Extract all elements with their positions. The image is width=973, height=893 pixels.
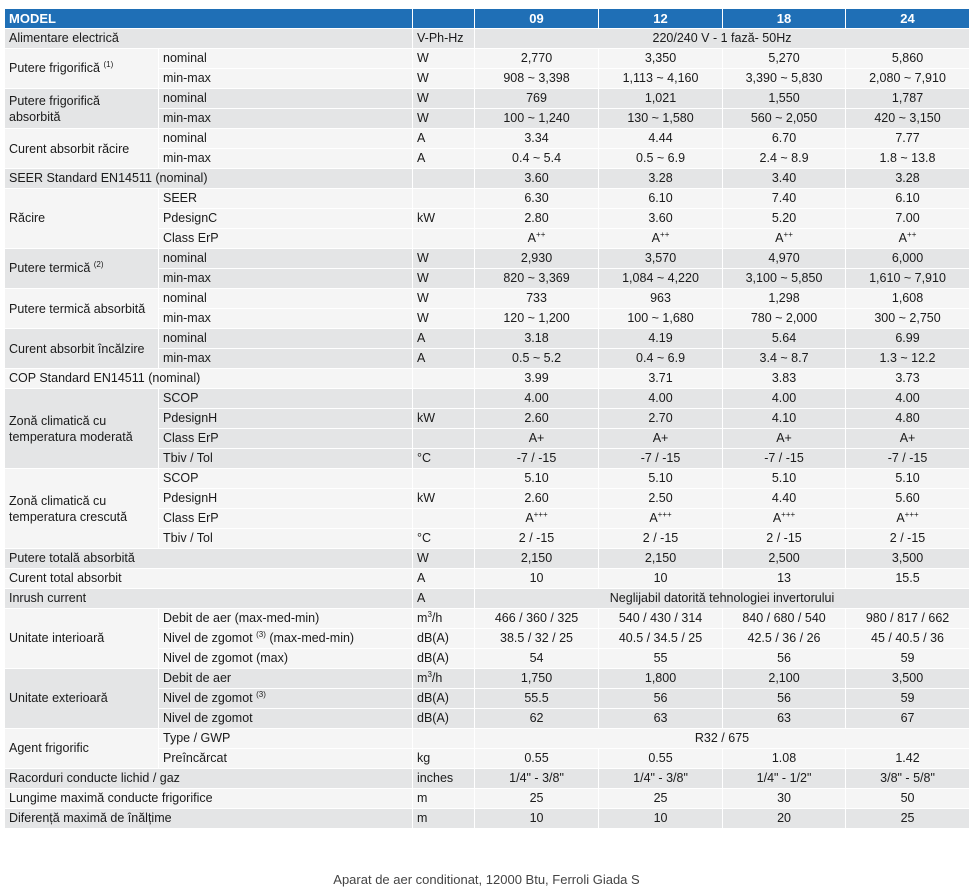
cell: 2 / -15: [723, 529, 846, 549]
sub-label: Debit de aer (max-med-min): [159, 609, 413, 629]
cell: 45 / 40.5 / 36: [846, 629, 970, 649]
cell: 0.55: [475, 749, 599, 769]
cell: 6.10: [599, 189, 723, 209]
cell: 963: [599, 289, 723, 309]
row-lungime: [5, 789, 970, 809]
cell: 25: [475, 789, 599, 809]
cell: 2 / -15: [846, 529, 970, 549]
unit: A: [413, 149, 475, 169]
sub-label: min-max: [159, 309, 413, 329]
cell: 20: [723, 809, 846, 829]
sub-label: min-max: [159, 269, 413, 289]
cell: 1,084 ~ 4,220: [599, 269, 723, 289]
unit: °C: [413, 449, 475, 469]
unit: W: [413, 89, 475, 109]
unit: [413, 229, 475, 249]
cell: 55: [599, 649, 723, 669]
unit: $m^3/h$: [413, 669, 475, 689]
row-racire-seer: [5, 189, 970, 209]
cell: 3,350: [599, 49, 723, 69]
unit: A: [413, 129, 475, 149]
sub-label: min-max: [159, 69, 413, 89]
sub-label: SCOP: [159, 469, 413, 489]
unit: [413, 169, 475, 189]
cell: 2.80: [475, 209, 599, 229]
cell: 5,270: [723, 49, 846, 69]
cell: 4.19: [599, 329, 723, 349]
cell: 820 ~ 3,369: [475, 269, 599, 289]
cell: 1/4" - 3/8": [475, 769, 599, 789]
cell: 4.80: [846, 409, 970, 429]
cell: 2.4 ~ 8.9: [723, 149, 846, 169]
cell: 4.00: [599, 389, 723, 409]
cell: 2 / -15: [599, 529, 723, 549]
unit: W: [413, 289, 475, 309]
cell: 2.70: [599, 409, 723, 429]
group-label: Curent absorbit răcire: [5, 129, 159, 169]
sub-label: min-max: [159, 149, 413, 169]
sub-label: Nivel de zgomot $^{(3)}$: [159, 689, 413, 709]
cell: 3,500: [846, 669, 970, 689]
sub-label: Debit de aer: [159, 669, 413, 689]
spec-table: [4, 8, 970, 829]
cell: 56: [723, 689, 846, 709]
cell: 13: [723, 569, 846, 589]
cell: 2.60: [475, 489, 599, 509]
unit: [413, 509, 475, 529]
cell: A+: [599, 429, 723, 449]
cell: 10: [475, 809, 599, 829]
cell: 120 ~ 1,200: [475, 309, 599, 329]
sub-label: SEER: [159, 189, 413, 209]
sub-label: Tbiv / Tol: [159, 449, 413, 469]
header-unit: [413, 9, 475, 29]
row-alimentare: [5, 29, 970, 49]
unit: [413, 429, 475, 449]
cell: 1,750: [475, 669, 599, 689]
row-unitate-ext-debit: [5, 669, 970, 689]
unit: V-Ph-Hz: [413, 29, 475, 49]
cell: 3,500: [846, 549, 970, 569]
unit: kW: [413, 489, 475, 509]
sub-label: Nivel de zgomot: [159, 709, 413, 729]
unit: kW: [413, 409, 475, 429]
cell: 908 ~ 3,398: [475, 69, 599, 89]
cell: 1,610 ~ 7,910: [846, 269, 970, 289]
unit: A: [413, 349, 475, 369]
label: SEER Standard EN14511 (nominal): [5, 169, 413, 189]
unit: [413, 189, 475, 209]
cell: 7.00: [846, 209, 970, 229]
cell: 5.64: [723, 329, 846, 349]
row-putere-totala: [5, 549, 970, 569]
cell: 4.40: [723, 489, 846, 509]
cell: 40.5 / 34.5 / 25: [599, 629, 723, 649]
unit: A: [413, 329, 475, 349]
cell: 300 ~ 2,750: [846, 309, 970, 329]
cell: 7.40: [723, 189, 846, 209]
cell: -7 / -15: [723, 449, 846, 469]
cell: 4.10: [723, 409, 846, 429]
group-label: Zonă climatică cu temperatura crescută: [5, 469, 159, 549]
cell: A+: [475, 429, 599, 449]
cell: A+++: [846, 509, 970, 529]
cell: 1/4" - 3/8": [599, 769, 723, 789]
sub-label: nominal: [159, 289, 413, 309]
header-row: [5, 9, 970, 29]
cell: 466 / 360 / 325: [475, 609, 599, 629]
cell: 2,770: [475, 49, 599, 69]
cell: 2,500: [723, 549, 846, 569]
cell: 55.5: [475, 689, 599, 709]
row-diferenta: [5, 809, 970, 829]
unit: inches: [413, 769, 475, 789]
sub-label: min-max: [159, 109, 413, 129]
cell: 0.4 ~ 5.4: [475, 149, 599, 169]
cell: 10: [475, 569, 599, 589]
group-label: Putere termică absorbită: [5, 289, 159, 329]
row-agent-type: [5, 729, 970, 749]
row-putere-term-nominal: [5, 249, 970, 269]
row-curent-total: [5, 569, 970, 589]
cell: 130 ~ 1,580: [599, 109, 723, 129]
row-inrush: [5, 589, 970, 609]
cell: 4.00: [723, 389, 846, 409]
label: Alimentare electrică: [5, 29, 413, 49]
cell: 100 ~ 1,680: [599, 309, 723, 329]
label: Curent total absorbit: [5, 569, 413, 589]
cell: 560 ~ 2,050: [723, 109, 846, 129]
group-label: Unitate interioară: [5, 609, 159, 669]
cell: 3.99: [475, 369, 599, 389]
cell: 3,100 ~ 5,850: [723, 269, 846, 289]
cell: 59: [846, 689, 970, 709]
group-label: Răcire: [5, 189, 159, 249]
unit: [413, 369, 475, 389]
cell: 4.00: [846, 389, 970, 409]
cell: 3.4 ~ 8.7: [723, 349, 846, 369]
group-label: Curent absorbit încălzire: [5, 329, 159, 369]
cell: 3,390 ~ 5,830: [723, 69, 846, 89]
unit: A: [413, 569, 475, 589]
unit: dB(A): [413, 689, 475, 709]
unit: m: [413, 789, 475, 809]
cell: 15.5: [846, 569, 970, 589]
unit: [413, 729, 475, 749]
image-caption: Aparat de aer conditionat, 12000 Btu, Ferroli Giada S: [333, 872, 640, 887]
cell: 59: [846, 649, 970, 669]
cell: 4,970: [723, 249, 846, 269]
group-label: Agent frigorific: [5, 729, 159, 769]
cell: 0.4 ~ 6.9: [599, 349, 723, 369]
unit: dB(A): [413, 649, 475, 669]
row-putere-frig-nominal: [5, 49, 970, 69]
cell: 3.73: [846, 369, 970, 389]
unit: [413, 389, 475, 409]
cell: 1,550: [723, 89, 846, 109]
unit: $m^3/h$: [413, 609, 475, 629]
cell: 3.34: [475, 129, 599, 149]
cell: 980 / 817 / 662: [846, 609, 970, 629]
cell: 3.60: [599, 209, 723, 229]
cell: 100 ~ 1,240: [475, 109, 599, 129]
sub-label: Class ErP: [159, 509, 413, 529]
cell: 1,608: [846, 289, 970, 309]
row-curent-racire-nominal: [5, 129, 970, 149]
cell: 1.08: [723, 749, 846, 769]
cell: 56: [599, 689, 723, 709]
cell: 2,930: [475, 249, 599, 269]
cell: 3.28: [846, 169, 970, 189]
row-zona-moderata-scop: [5, 389, 970, 409]
sub-label: PdesignH: [159, 409, 413, 429]
group-label: Putere frigorifică $^{(1)}$: [5, 49, 159, 89]
cell: 0.55: [599, 749, 723, 769]
value: 220/240 V - 1 fază- 50Hz: [475, 29, 970, 49]
cell: 3.40: [723, 169, 846, 189]
row-cop-standard: [5, 369, 970, 389]
row-putere-frig-abs-nominal: [5, 89, 970, 109]
cell: A+++: [723, 509, 846, 529]
cell: 780 ~ 2,000: [723, 309, 846, 329]
cell: 25: [846, 809, 970, 829]
cell: 4.00: [475, 389, 599, 409]
sub-label: PdesignC: [159, 209, 413, 229]
cell: 540 / 430 / 314: [599, 609, 723, 629]
cell: 38.5 / 32 / 25: [475, 629, 599, 649]
unit: W: [413, 69, 475, 89]
sub-label: SCOP: [159, 389, 413, 409]
cell: 54: [475, 649, 599, 669]
sub-label: Class ErP: [159, 229, 413, 249]
cell: 1,800: [599, 669, 723, 689]
unit: kW: [413, 209, 475, 229]
header-col-18: 18: [723, 9, 846, 29]
cell: 1,787: [846, 89, 970, 109]
cell: 3/8" - 5/8": [846, 769, 970, 789]
sub-label: PdesignH: [159, 489, 413, 509]
cell: A+: [846, 429, 970, 449]
cell: 7.77: [846, 129, 970, 149]
cell: 10: [599, 569, 723, 589]
cell: 3.83: [723, 369, 846, 389]
cell: 0.5 ~ 5.2: [475, 349, 599, 369]
cell: A+: [723, 429, 846, 449]
cell: 2,080 ~ 7,910: [846, 69, 970, 89]
header-col-12: 12: [599, 9, 723, 29]
cell: 2,150: [599, 549, 723, 569]
cell: 3.18: [475, 329, 599, 349]
row-zona-crescuta-scop: [5, 469, 970, 489]
unit: W: [413, 309, 475, 329]
label: Inrush current: [5, 589, 413, 609]
cell: 733: [475, 289, 599, 309]
cell: A++: [723, 229, 846, 249]
unit: W: [413, 249, 475, 269]
sub-label: min-max: [159, 349, 413, 369]
row-seer-standard: [5, 169, 970, 189]
cell: A++: [846, 229, 970, 249]
sub-label: Nivel de zgomot $^{(3)}$ (max-med-min): [159, 629, 413, 649]
cell: 420 ~ 3,150: [846, 109, 970, 129]
cell: 4.44: [599, 129, 723, 149]
row-curent-incalzire-nominal: [5, 329, 970, 349]
value: R32 / 675: [475, 729, 970, 749]
cell: A+++: [599, 509, 723, 529]
cell: A+++: [475, 509, 599, 529]
cell: 63: [723, 709, 846, 729]
unit: W: [413, 109, 475, 129]
cell: 1.3 ~ 12.2: [846, 349, 970, 369]
cell: 6.10: [846, 189, 970, 209]
sub-label: Nivel de zgomot (max): [159, 649, 413, 669]
cell: 6,000: [846, 249, 970, 269]
cell: 1,298: [723, 289, 846, 309]
cell: 2 / -15: [475, 529, 599, 549]
cell: 1,021: [599, 89, 723, 109]
sub-label: Tbiv / Tol: [159, 529, 413, 549]
cell: 769: [475, 89, 599, 109]
cell: 30: [723, 789, 846, 809]
sub-label: Preîncărcat: [159, 749, 413, 769]
cell: 25: [599, 789, 723, 809]
unit: W: [413, 269, 475, 289]
label: Racorduri conducte lichid / gaz: [5, 769, 413, 789]
cell: 1.8 ~ 13.8: [846, 149, 970, 169]
cell: 42.5 / 36 / 26: [723, 629, 846, 649]
cell: 62: [475, 709, 599, 729]
header-model: MODEL: [5, 9, 413, 29]
group-label: Putere termică $^{(2)}$: [5, 249, 159, 289]
header-col-09: 09: [475, 9, 599, 29]
group-label: Unitate exterioară: [5, 669, 159, 729]
sub-label: nominal: [159, 129, 413, 149]
unit: dB(A): [413, 629, 475, 649]
value: Neglijabil datorită tehnologiei invertorului: [475, 589, 970, 609]
cell: 1/4" - 1/2": [723, 769, 846, 789]
unit: [413, 469, 475, 489]
cell: -7 / -15: [599, 449, 723, 469]
cell: -7 / -15: [475, 449, 599, 469]
cell: 56: [723, 649, 846, 669]
group-label: Zonă climatică cu temperatura moderată: [5, 389, 159, 469]
cell: 6.99: [846, 329, 970, 349]
cell: 0.5 ~ 6.9: [599, 149, 723, 169]
cell: 3.60: [475, 169, 599, 189]
cell: A++: [475, 229, 599, 249]
cell: 1,113 ~ 4,160: [599, 69, 723, 89]
sub-label: Type / GWP: [159, 729, 413, 749]
unit: dB(A): [413, 709, 475, 729]
sub-label: Class ErP: [159, 429, 413, 449]
cell: 63: [599, 709, 723, 729]
label: Diferență maximă de înălțime: [5, 809, 413, 829]
cell: 5.20: [723, 209, 846, 229]
cell: 1.42: [846, 749, 970, 769]
label: Putere totală absorbită: [5, 549, 413, 569]
cell: 6.30: [475, 189, 599, 209]
unit: W: [413, 49, 475, 69]
cell: 10: [599, 809, 723, 829]
cell: 5.10: [846, 469, 970, 489]
cell: 840 / 680 / 540: [723, 609, 846, 629]
unit: kg: [413, 749, 475, 769]
group-label: Putere frigorifică absorbită: [5, 89, 159, 129]
row-unitate-int-debit: [5, 609, 970, 629]
sub-label: nominal: [159, 89, 413, 109]
cell: 2,150: [475, 549, 599, 569]
unit: W: [413, 549, 475, 569]
sub-label: nominal: [159, 49, 413, 69]
sub-label: nominal: [159, 249, 413, 269]
cell: 3.71: [599, 369, 723, 389]
row-putere-term-abs-nominal: [5, 289, 970, 309]
cell: 5.10: [599, 469, 723, 489]
cell: 5,860: [846, 49, 970, 69]
cell: A++: [599, 229, 723, 249]
unit: m: [413, 809, 475, 829]
unit: A: [413, 589, 475, 609]
label: COP Standard EN14511 (nominal): [5, 369, 413, 389]
cell: 67: [846, 709, 970, 729]
cell: 5.10: [723, 469, 846, 489]
cell: 3.28: [599, 169, 723, 189]
label: Lungime maximă conducte frigorifice: [5, 789, 413, 809]
cell: 5.10: [475, 469, 599, 489]
cell: 2.60: [475, 409, 599, 429]
cell: 5.60: [846, 489, 970, 509]
cell: 2.50: [599, 489, 723, 509]
header-col-24: 24: [846, 9, 970, 29]
cell: 6.70: [723, 129, 846, 149]
sub-label: nominal: [159, 329, 413, 349]
cell: -7 / -15: [846, 449, 970, 469]
row-racorduri: [5, 769, 970, 789]
cell: 3,570: [599, 249, 723, 269]
cell: 2,100: [723, 669, 846, 689]
cell: 50: [846, 789, 970, 809]
unit: °C: [413, 529, 475, 549]
